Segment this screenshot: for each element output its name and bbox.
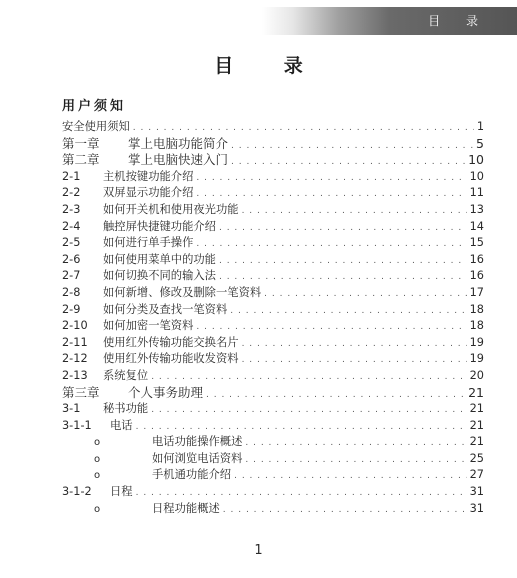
toc-entry[interactable] — [62, 119, 484, 136]
dot-leader — [231, 138, 473, 155]
dot-leader — [245, 452, 466, 469]
toc-entry-number: 第一章 — [62, 135, 100, 151]
toc-entry-number: 2-8 — [62, 285, 81, 299]
toc-entry-page: 19 — [469, 352, 484, 366]
toc-entry-page: 21 — [469, 435, 484, 449]
toc-entry[interactable] — [62, 169, 484, 186]
toc-entry-title: 系统复位 — [103, 368, 149, 382]
toc-entry-page: 5 — [476, 135, 484, 151]
toc-entry-number: 2-9 — [62, 302, 81, 316]
toc-entry-title: 秘书功能 — [103, 402, 149, 416]
toc-entry-page: 16 — [469, 269, 484, 283]
toc-entry-number: 2-13 — [62, 368, 88, 382]
toc-entry-page: 10 — [469, 169, 484, 183]
dot-leader — [196, 319, 466, 336]
dot-leader — [230, 303, 466, 320]
toc-entry-number: 2-1 — [62, 169, 81, 183]
dot-leader — [151, 402, 466, 419]
toc-entry[interactable] — [62, 219, 484, 236]
toc-entry-page: 27 — [469, 468, 484, 482]
toc-entry[interactable] — [62, 451, 484, 468]
toc-entry[interactable] — [62, 136, 484, 153]
toc-entry[interactable] — [62, 302, 484, 319]
bullet-marker: o — [94, 453, 101, 465]
toc-entry-page: 18 — [469, 319, 484, 333]
toc-entry[interactable] — [62, 484, 484, 501]
toc-entry-number: 2-7 — [62, 269, 81, 283]
toc-entry-title: 双屏显示功能介绍 — [103, 186, 194, 200]
toc-entry-number: 2-3 — [62, 202, 81, 216]
toc-entry-title: 如何开关机和使用夜光功能 — [103, 202, 239, 216]
toc-entry-number: 第二章 — [62, 152, 100, 168]
toc-entry[interactable] — [62, 434, 484, 451]
toc-entry-number: 2-6 — [62, 252, 81, 266]
toc-entry-page: 25 — [469, 451, 484, 465]
toc-entry[interactable] — [62, 202, 484, 219]
dot-leader — [196, 236, 466, 253]
toc-entry-page: 1 — [476, 120, 484, 133]
dot-leader — [245, 435, 466, 452]
toc-entry-title: 如何切换不同的输入法 — [103, 269, 216, 283]
toc-entry-number: 2-11 — [62, 335, 88, 349]
dot-leader — [196, 186, 466, 203]
header-label: 目 录 — [428, 14, 489, 28]
toc-entry-page: 16 — [469, 252, 484, 266]
toc-entry[interactable] — [62, 501, 484, 518]
toc-entry[interactable] — [62, 268, 484, 285]
toc-entry[interactable] — [62, 401, 484, 418]
dot-leader — [264, 286, 466, 303]
dot-leader — [136, 419, 467, 436]
toc-entry[interactable] — [62, 351, 484, 368]
page-number: 1 — [254, 543, 263, 558]
toc-entry[interactable] — [62, 418, 484, 435]
toc-entry-title: 如何新增、修改及删除一笔资料 — [103, 285, 262, 299]
bullet-marker: o — [94, 437, 101, 449]
toc-entry-page: 20 — [469, 368, 484, 382]
toc-entry-page: 21 — [469, 402, 484, 416]
toc-entry-number: 3-1-1 — [62, 418, 92, 432]
toc-entry-title: 使用红外传输功能交换名片 — [103, 335, 239, 349]
toc-entry-page: 18 — [469, 302, 484, 316]
toc-entry-title: 如何加密一笔资料 — [103, 319, 194, 333]
dot-leader — [231, 154, 465, 171]
toc-entry-number: 2-12 — [62, 352, 88, 366]
dot-leader — [206, 387, 465, 404]
dot-leader — [136, 485, 467, 502]
toc-entry-title: 主机按键功能介绍 — [103, 169, 194, 183]
toc-entry-title: 如何分类及查找一笔资料 — [103, 302, 228, 316]
toc-entry-page: 11 — [469, 186, 484, 200]
toc-entry[interactable] — [62, 467, 484, 484]
toc-entry[interactable] — [62, 318, 484, 335]
toc-entry-title: 电话功能操作概述 — [152, 435, 243, 449]
dot-leader — [219, 253, 467, 270]
toc-entry-title: 触控屏快捷键功能介绍 — [103, 219, 216, 233]
bullet-marker: o — [94, 470, 101, 482]
toc-entry-title: 日程 — [110, 485, 133, 499]
toc-entry[interactable] — [62, 335, 484, 352]
toc-entry-page: 10 — [468, 152, 484, 168]
toc-entry-page: 19 — [469, 335, 484, 349]
dot-leader — [242, 352, 467, 369]
dot-leader — [219, 220, 467, 237]
dot-leader — [223, 502, 467, 519]
toc-entry-title: 使用红外传输功能收发资料 — [103, 352, 239, 366]
dot-leader — [242, 203, 467, 220]
toc-entry-page: 15 — [469, 236, 484, 250]
dot-leader — [133, 120, 474, 137]
toc-entry-title: 如何使用菜单中的功能 — [103, 252, 216, 266]
toc-entry-page: 13 — [469, 202, 484, 216]
toc-entry[interactable] — [62, 152, 484, 169]
dot-leader — [242, 336, 467, 353]
dot-leader — [196, 170, 466, 187]
toc-entry-title: 电话 — [110, 418, 133, 432]
toc-entry-number: 3-1-2 — [62, 485, 92, 499]
toc-entry-number: 2-2 — [62, 186, 81, 200]
toc-entry-number: 2-5 — [62, 236, 81, 250]
bullet-marker: o — [94, 503, 101, 515]
toc-entry-title: 掌上电脑功能简介 — [128, 135, 229, 151]
toc-entry-page: 14 — [469, 219, 484, 233]
toc-entry-page: 31 — [469, 501, 484, 515]
toc-entry-title: 日程功能概述 — [152, 501, 220, 515]
table-of-contents — [62, 119, 484, 517]
toc-entry-title: 掌上电脑快速入门 — [128, 152, 229, 168]
toc-entry-title: 个人事务助理 — [128, 384, 204, 400]
toc-entry-page: 31 — [469, 485, 484, 499]
toc-entry[interactable] — [62, 385, 484, 402]
toc-entry[interactable] — [62, 252, 484, 269]
toc-entry-page: 21 — [468, 384, 484, 400]
dot-leader — [151, 369, 466, 386]
toc-entry[interactable] — [62, 285, 484, 302]
toc-entry-page: 21 — [469, 418, 484, 432]
toc-entry[interactable] — [62, 368, 484, 385]
toc-entry-title: 如何进行单手操作 — [103, 236, 194, 250]
toc-entry-number: 3-1 — [62, 402, 81, 416]
toc-entry[interactable] — [62, 235, 484, 252]
toc-entry-number: 第三章 — [62, 384, 100, 400]
toc-entry-title: 安全使用须知 — [62, 120, 130, 133]
toc-entry-number: 2-4 — [62, 219, 81, 233]
toc-entry-number: 2-10 — [62, 319, 88, 333]
dot-leader — [219, 269, 467, 286]
section-title: 用户须知 — [62, 99, 127, 114]
header-bar — [262, 7, 517, 35]
page-title: 目 录 — [214, 55, 325, 77]
toc-entry-title: 如何浏览电话资料 — [152, 451, 243, 465]
toc-entry-title: 手机通功能介绍 — [152, 468, 232, 482]
toc-entry[interactable] — [62, 185, 484, 202]
dot-leader — [234, 468, 467, 485]
toc-entry-page: 17 — [469, 285, 484, 299]
